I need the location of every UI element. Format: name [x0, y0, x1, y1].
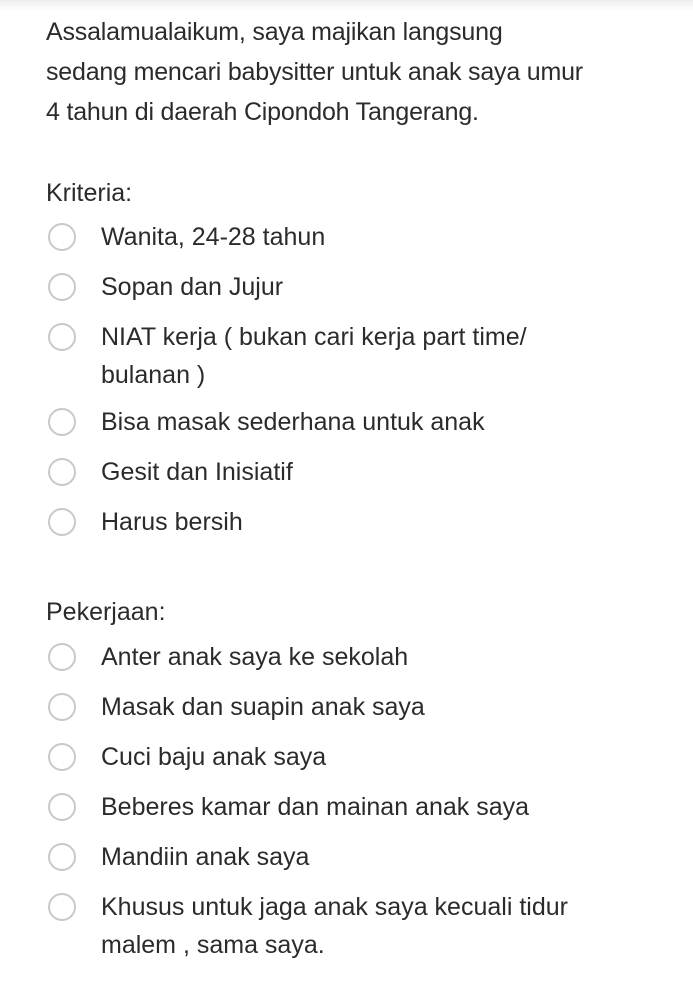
checklist-item-text: Bisa masak sederhana untuk anak [101, 408, 485, 436]
empty-checkbox-icon[interactable] [48, 893, 76, 921]
empty-checkbox-icon[interactable] [48, 273, 76, 301]
empty-checkbox-icon[interactable] [48, 458, 76, 486]
checklist-item-text: Anter anak saya ke sekolah [101, 643, 409, 671]
empty-checkbox-icon[interactable] [48, 323, 76, 351]
checklist-item[interactable] [48, 503, 668, 541]
top-shade [0, 0, 693, 10]
checklist-item[interactable] [48, 688, 668, 726]
checklist-item-text: Beberes kamar dan mainan anak saya [101, 793, 530, 821]
empty-checkbox-icon[interactable] [48, 743, 76, 771]
empty-checkbox-icon[interactable] [48, 693, 76, 721]
checklist-item[interactable] [48, 218, 668, 256]
intro-line: 4 tahun di daerah Cipondoh Tangerang. [46, 98, 479, 126]
intro-line: sedang mencari babysitter untuk anak saya umur [46, 58, 583, 86]
checklist-item[interactable] [48, 788, 668, 826]
checklist-item-text: Wanita, 24-28 tahun [101, 223, 326, 251]
checklist-item[interactable] [48, 318, 668, 394]
checklist-item-text: NIAT kerja ( bukan cari kerja part time/ bulanan ) [101, 323, 527, 389]
empty-checkbox-icon[interactable] [48, 223, 76, 251]
checklist-item-text: Masak dan suapin anak saya [101, 693, 425, 721]
empty-checkbox-icon[interactable] [48, 408, 76, 436]
checklist-item-text: Mandiin anak saya [101, 843, 310, 871]
checklist-item-text: Cuci baju anak saya [101, 743, 327, 771]
checklist-item[interactable] [48, 838, 668, 876]
kriteria-heading: Kriteria: [46, 179, 133, 207]
checklist-item-text: Khusus untuk jaga anak saya kecuali tidur malem , sama saya. [101, 893, 568, 959]
checklist-item-text: Gesit dan Inisiatif [101, 458, 293, 486]
pekerjaan-heading: Pekerjaan: [46, 598, 166, 626]
empty-checkbox-icon[interactable] [48, 793, 76, 821]
intro-paragraph [46, 12, 666, 132]
checklist-item-text: Harus bersih [101, 508, 243, 536]
intro-line: Assalamualaikum, saya majikan langsung [46, 18, 503, 46]
checklist-item-text: Sopan dan Jujur [101, 273, 284, 301]
checklist-item[interactable] [48, 738, 668, 776]
empty-checkbox-icon[interactable] [48, 508, 76, 536]
checklist-item[interactable] [48, 638, 668, 676]
empty-checkbox-icon[interactable] [48, 843, 76, 871]
checklist-item[interactable] [48, 268, 668, 306]
empty-checkbox-icon[interactable] [48, 643, 76, 671]
checklist-item[interactable] [48, 403, 668, 441]
checklist-item[interactable] [48, 888, 668, 964]
checklist-item[interactable] [48, 453, 668, 491]
